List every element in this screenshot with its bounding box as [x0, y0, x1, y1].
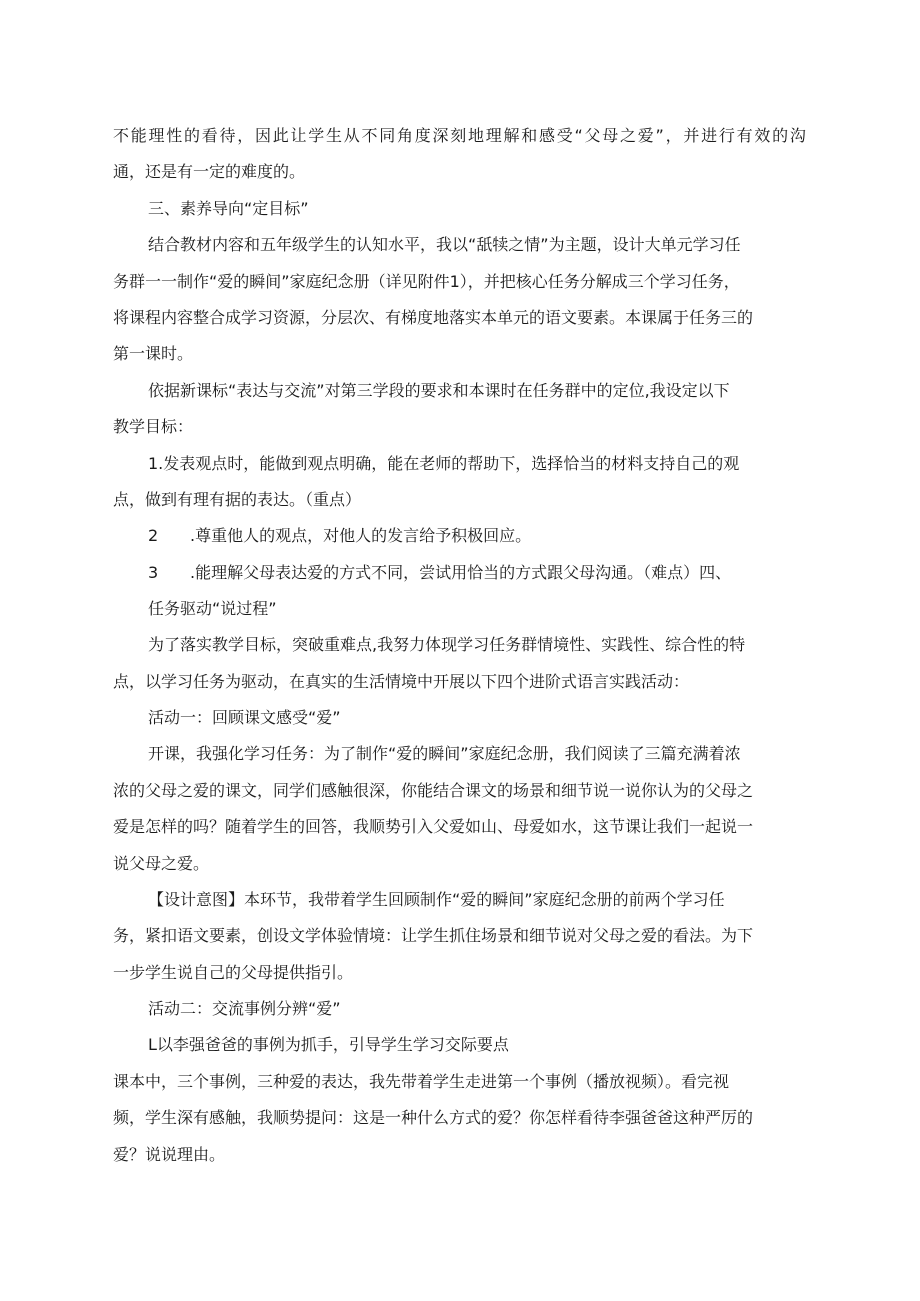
text-line: 说父母之爱。: [113, 854, 210, 873]
text-line: 点，做到有理有据的表达。（重点）: [113, 490, 362, 509]
text-line: 点，以学习任务为驱动，在真实的生活情境中开展以下四个进阶式语言实践活动：: [113, 672, 690, 691]
text-line: 一步学生说自己的父母提供指引。: [113, 963, 354, 982]
text-line: [113, 126, 808, 146]
text-line: 频，学生深有感触，我顺势提问：这是一种什么方式的爱？你怎样看待李强爸爸这种严厉的: [113, 1108, 754, 1127]
text-line: .尊重他人的观点，对他人的发言给予积极回应。: [190, 526, 532, 545]
text-line: 为了落实教学目标，突破重难点,我努力体现学习任务群情境性、实践性、综合性的特: [148, 635, 746, 654]
text-line: 将课程内容整合成学习资源，分层次、有梯度地落实本单元的语文要素。本课属于任务三的: [113, 308, 754, 327]
text-line: 教学目标：: [113, 417, 194, 436]
section-heading: 任务驱动“说过程”: [148, 599, 277, 618]
text-line: 务群一一制作“爱的瞬间”家庭纪念册（详见附件1），并把核心任务分解成三个学习任务，: [113, 272, 740, 291]
activity-heading: 活动二：交流事例分辨“爱”: [148, 999, 341, 1018]
list-number: 2: [148, 526, 159, 545]
text-line: .能理解父母表达爱的方式不同，尝试用恰当的方式跟父母沟通。（难点）四、: [190, 563, 732, 582]
text-line: 课本中，三个事例，三种爱的表达，我先带着学生走进第一个事例（播放视频）。看完视: [113, 1072, 730, 1091]
text-line: 爱？说说理由。: [113, 1145, 226, 1164]
activity-heading: 活动一：回顾课文感受“爱”: [148, 708, 341, 727]
text-line: 爱是怎样的吗？随着学生的回答，我顺势引入父爱如山、母爱如水，这节课让我们一起说一: [113, 817, 754, 836]
list-number: 3: [148, 563, 159, 582]
subsection-line: L以李强爸爸的事例为抓手，引导学生学习交际要点: [148, 1035, 509, 1054]
text-span: 不能理性的看待，因此让学生从不同角度深刻地理解和感受“父母之爱”，并进行有效的沟: [113, 126, 808, 145]
text-line: 通，还是有一定的难度的。: [113, 162, 306, 181]
text-line: 结合教材内容和五年级学生的认知水平，我以“舐犊之情”为主题，设计大单元学习任: [148, 235, 741, 254]
text-line: 依据新课标“表达与交流”对第三学段的要求和本课时在任务群中的定位,我设定以下: [148, 381, 730, 400]
text-line: 浓的父母之爱的课文，同学们感触很深，你能结合课文的场景和细节说一说你认为的父母之: [113, 781, 754, 800]
text-line: 1.发表观点时，能做到观点明确，能在老师的帮助下，选择恰当的材料支持自己的观: [148, 454, 740, 473]
text-line: 【设计意图】本环节，我带着学生回顾制作“爱的瞬间”家庭纪念册的前两个学习任: [148, 890, 725, 909]
text-line: 第一课时。: [113, 344, 194, 363]
section-heading: 三、素养导向“定目标”: [148, 199, 309, 218]
text-line: 务，紧扣语文要素，创设文学体验情境：让学生抓住场景和细节说对父母之爱的看法。为下: [113, 926, 754, 945]
text-line: 开课，我强化学习任务：为了制作“爱的瞬间”家庭纪念册，我们阅读了三篇充满着浓: [148, 744, 741, 763]
